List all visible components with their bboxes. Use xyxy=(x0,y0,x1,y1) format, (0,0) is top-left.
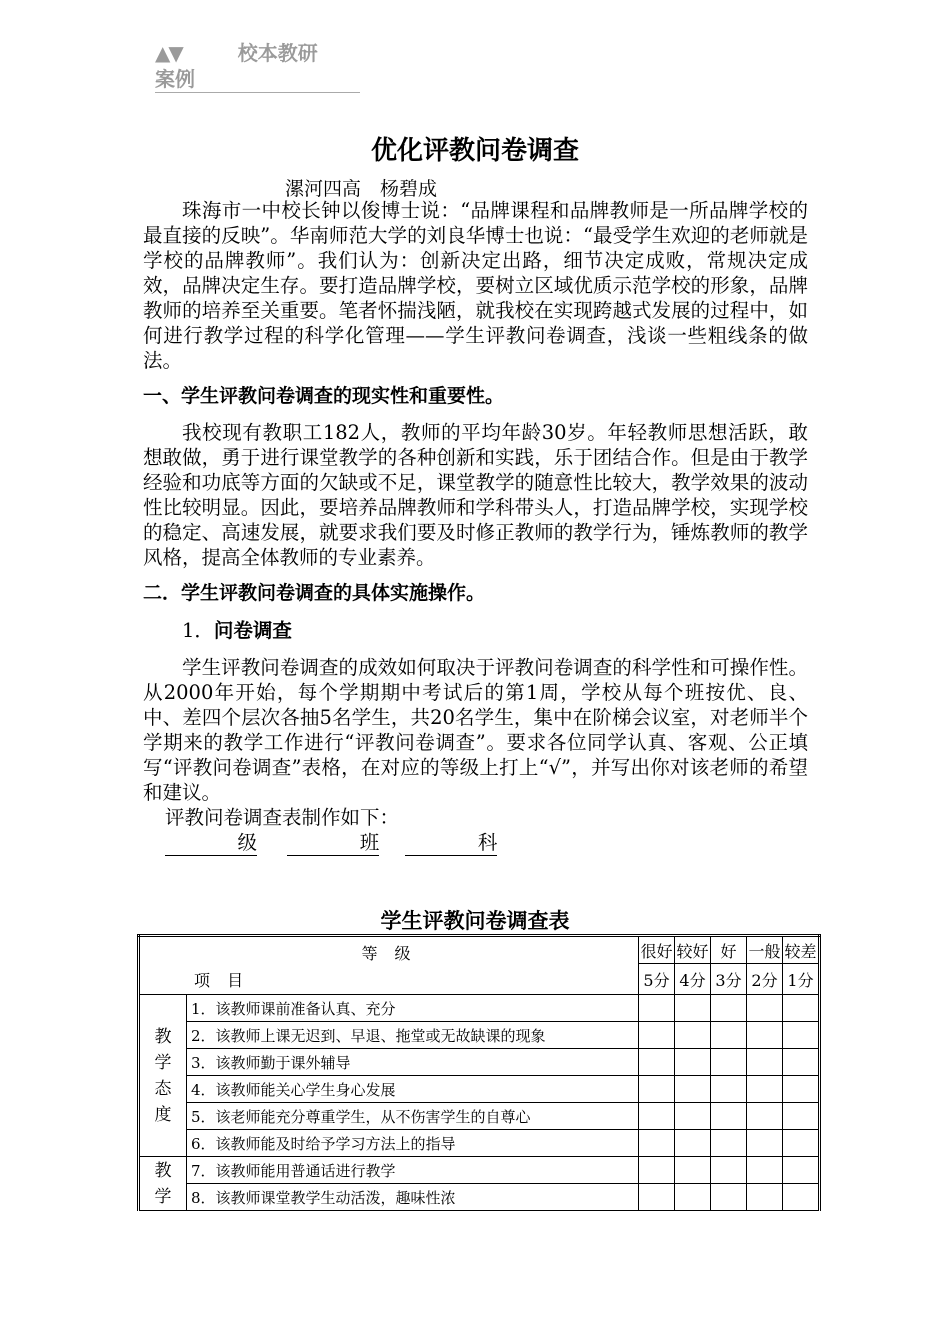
page-title: 优化评教问卷调查 xyxy=(370,136,579,166)
subject-blank: 科 xyxy=(405,830,497,856)
grade-label: 好 xyxy=(711,936,747,964)
score-label: 4分 xyxy=(675,964,711,995)
section1-heading: 一、学生评教问卷调查的现实性和重要性。 xyxy=(143,385,505,407)
table-row xyxy=(139,995,820,1022)
rating-cell[interactable] xyxy=(675,1157,711,1184)
rating-cell[interactable] xyxy=(747,1076,783,1103)
section2-paragraph: 学生评教问卷调查的成效如何取决于评教问卷调查的科学性和可操作性。从2000年开始，每个学期期中考试后的第1周，学校从每个班按优、良、中、差四个层次各抽5名学生，共20名学生，集中在阶梯会议室，对老师半个学期来的教学工作进行“评教问卷调查”。要求各位同学认真、客观、公正填写“评教问卷调查”表格，在对应的等级上打上“√”，并写出你对该老师的希望和建议。 xyxy=(143,656,808,804)
rating-cell[interactable] xyxy=(711,1130,747,1157)
table-row xyxy=(139,1157,820,1184)
rating-cell[interactable] xyxy=(747,1157,783,1184)
rating-cell[interactable] xyxy=(747,1049,783,1076)
rating-cell[interactable] xyxy=(783,1184,820,1211)
score-label: 3分 xyxy=(711,964,747,995)
rating-cell[interactable] xyxy=(711,1103,747,1130)
rating-cell[interactable] xyxy=(639,1076,675,1103)
survey-item: 2．该教师上课无迟到、早退、拖堂或无故缺课的现象 xyxy=(187,1022,639,1049)
survey-item: 3．该教师勤于课外辅导 xyxy=(187,1049,639,1076)
rating-cell[interactable] xyxy=(783,1049,820,1076)
rating-cell[interactable] xyxy=(747,1184,783,1211)
grade-label: 很好 xyxy=(639,936,675,964)
section-tag-line2: 案例 xyxy=(155,67,195,91)
rating-cell[interactable] xyxy=(783,1076,820,1103)
survey-item: 8．该教师课堂教学生动活泼，趣味性浓 xyxy=(187,1184,639,1211)
rating-cell[interactable] xyxy=(639,1130,675,1157)
table-row xyxy=(139,1184,820,1211)
survey-item: 5．该老师能充分尊重学生，从不伤害学生的自尊心 xyxy=(187,1103,639,1130)
rating-cell[interactable] xyxy=(675,1076,711,1103)
rating-cell[interactable] xyxy=(783,1157,820,1184)
survey-item: 1．该教师课前准备认真、充分 xyxy=(187,995,639,1022)
section-tag xyxy=(155,40,360,93)
section1-paragraph: 我校现有教职工182人，教师的平均年龄30岁。年轻教师思想活跃，敢想敢做，勇于进行课堂教学的各种创新和实践，乐于团结合作。但是由于教学经验和功底等方面的欠缺或不足，课堂教学的随意性比较大，教学效果的波动性比较明显。因此，要培养品牌教师和学科带头人，打造品牌学校，实现学校的稳定、高速发展，就要求我们要及时修正教师的教学行为，锤炼教师的教学风格，提高全体教师的专业素养。 xyxy=(143,421,808,569)
table-row xyxy=(139,1130,820,1157)
table-row xyxy=(139,1103,820,1130)
score-label: 1分 xyxy=(783,964,820,995)
author-line: 漯河四高 杨碧成 xyxy=(285,178,438,200)
rating-cell[interactable] xyxy=(639,1103,675,1130)
header-item-label: 项 目 xyxy=(194,971,250,990)
survey-item: 4．该教师能关心学生身心发展 xyxy=(187,1076,639,1103)
form-caption: 评教问卷调查表制作如下： xyxy=(165,806,400,829)
table-title: 学生评教问卷调查表 xyxy=(380,909,570,933)
survey-table xyxy=(137,934,821,1211)
rating-cell[interactable] xyxy=(675,995,711,1022)
rating-cell[interactable] xyxy=(747,1130,783,1157)
subsection-heading xyxy=(143,618,808,643)
rating-cell[interactable] xyxy=(639,1157,675,1184)
rating-cell[interactable] xyxy=(783,1022,820,1049)
intro-paragraph: 珠海市一中校长钟以俊博士说：“品牌课程和品牌教师是一所品牌学校的最直接的反映”。华南师范大学的刘良华博士也说：“最受学生欢迎的老师就是学校的品牌教师”。我们认为：创新决定出路，细节决定成败，常规决定成效，品牌决定生存。要打造品牌学校，要树立区域优质示范学校的形象，品牌教师的培养至关重要。笔者怀揣浅陋，就我校在实现跨越式发展的过程中，如何进行教学过程的科学化管理——学生评教问卷调查，浅谈一些粗线条的做法。 xyxy=(143,199,808,372)
subsection-title: 问卷调查 xyxy=(213,619,292,642)
rating-cell[interactable] xyxy=(783,1130,820,1157)
rating-cell[interactable] xyxy=(675,1130,711,1157)
grade-label: 较差 xyxy=(783,936,820,964)
rating-cell[interactable] xyxy=(711,1049,747,1076)
rating-cell[interactable] xyxy=(675,1022,711,1049)
rating-cell[interactable] xyxy=(711,1184,747,1211)
table-row xyxy=(139,1022,820,1049)
rating-cell[interactable] xyxy=(783,1103,820,1130)
survey-item: 7．该教师能用普通话进行教学 xyxy=(187,1157,639,1184)
rating-cell[interactable] xyxy=(639,1022,675,1049)
grade-label: 较好 xyxy=(675,936,711,964)
table-row xyxy=(139,1049,820,1076)
rating-cell[interactable] xyxy=(639,995,675,1022)
grade-label: 一般 xyxy=(747,936,783,964)
section-tag-line1: 校本教研 xyxy=(237,41,318,65)
category-teaching: 教 学 xyxy=(139,1157,187,1211)
header-grade-label: 等 级 xyxy=(361,944,417,963)
rating-cell[interactable] xyxy=(747,995,783,1022)
class-blank: 班 xyxy=(287,830,379,856)
score-label: 2分 xyxy=(747,964,783,995)
rating-cell[interactable] xyxy=(711,1157,747,1184)
score-label: 5分 xyxy=(639,964,675,995)
rating-cell[interactable] xyxy=(675,1184,711,1211)
rating-cell[interactable] xyxy=(711,1022,747,1049)
grade-blank: 级 xyxy=(165,830,257,856)
section2-heading: 二．学生评教问卷调查的具体实施操作。 xyxy=(143,582,486,604)
survey-item: 6．该教师能及时给予学习方法上的指导 xyxy=(187,1130,639,1157)
category-teaching-attitude: 教 学 态 度 xyxy=(139,995,187,1157)
triangle-arrows-icon: ▲▼ xyxy=(155,41,182,65)
rating-cell[interactable] xyxy=(639,1184,675,1211)
rating-cell[interactable] xyxy=(783,995,820,1022)
rating-cell[interactable] xyxy=(639,1049,675,1076)
article-body xyxy=(143,198,808,856)
rating-cell[interactable] xyxy=(747,1022,783,1049)
table-header-cell xyxy=(139,936,639,995)
form-blanks xyxy=(143,830,808,856)
rating-cell[interactable] xyxy=(711,995,747,1022)
table-row xyxy=(139,1076,820,1103)
rating-cell[interactable] xyxy=(675,1103,711,1130)
subsection-number: 1． xyxy=(182,619,214,642)
rating-cell[interactable] xyxy=(675,1049,711,1076)
table-header-row xyxy=(139,936,820,964)
rating-cell[interactable] xyxy=(711,1076,747,1103)
rating-cell[interactable] xyxy=(747,1103,783,1130)
